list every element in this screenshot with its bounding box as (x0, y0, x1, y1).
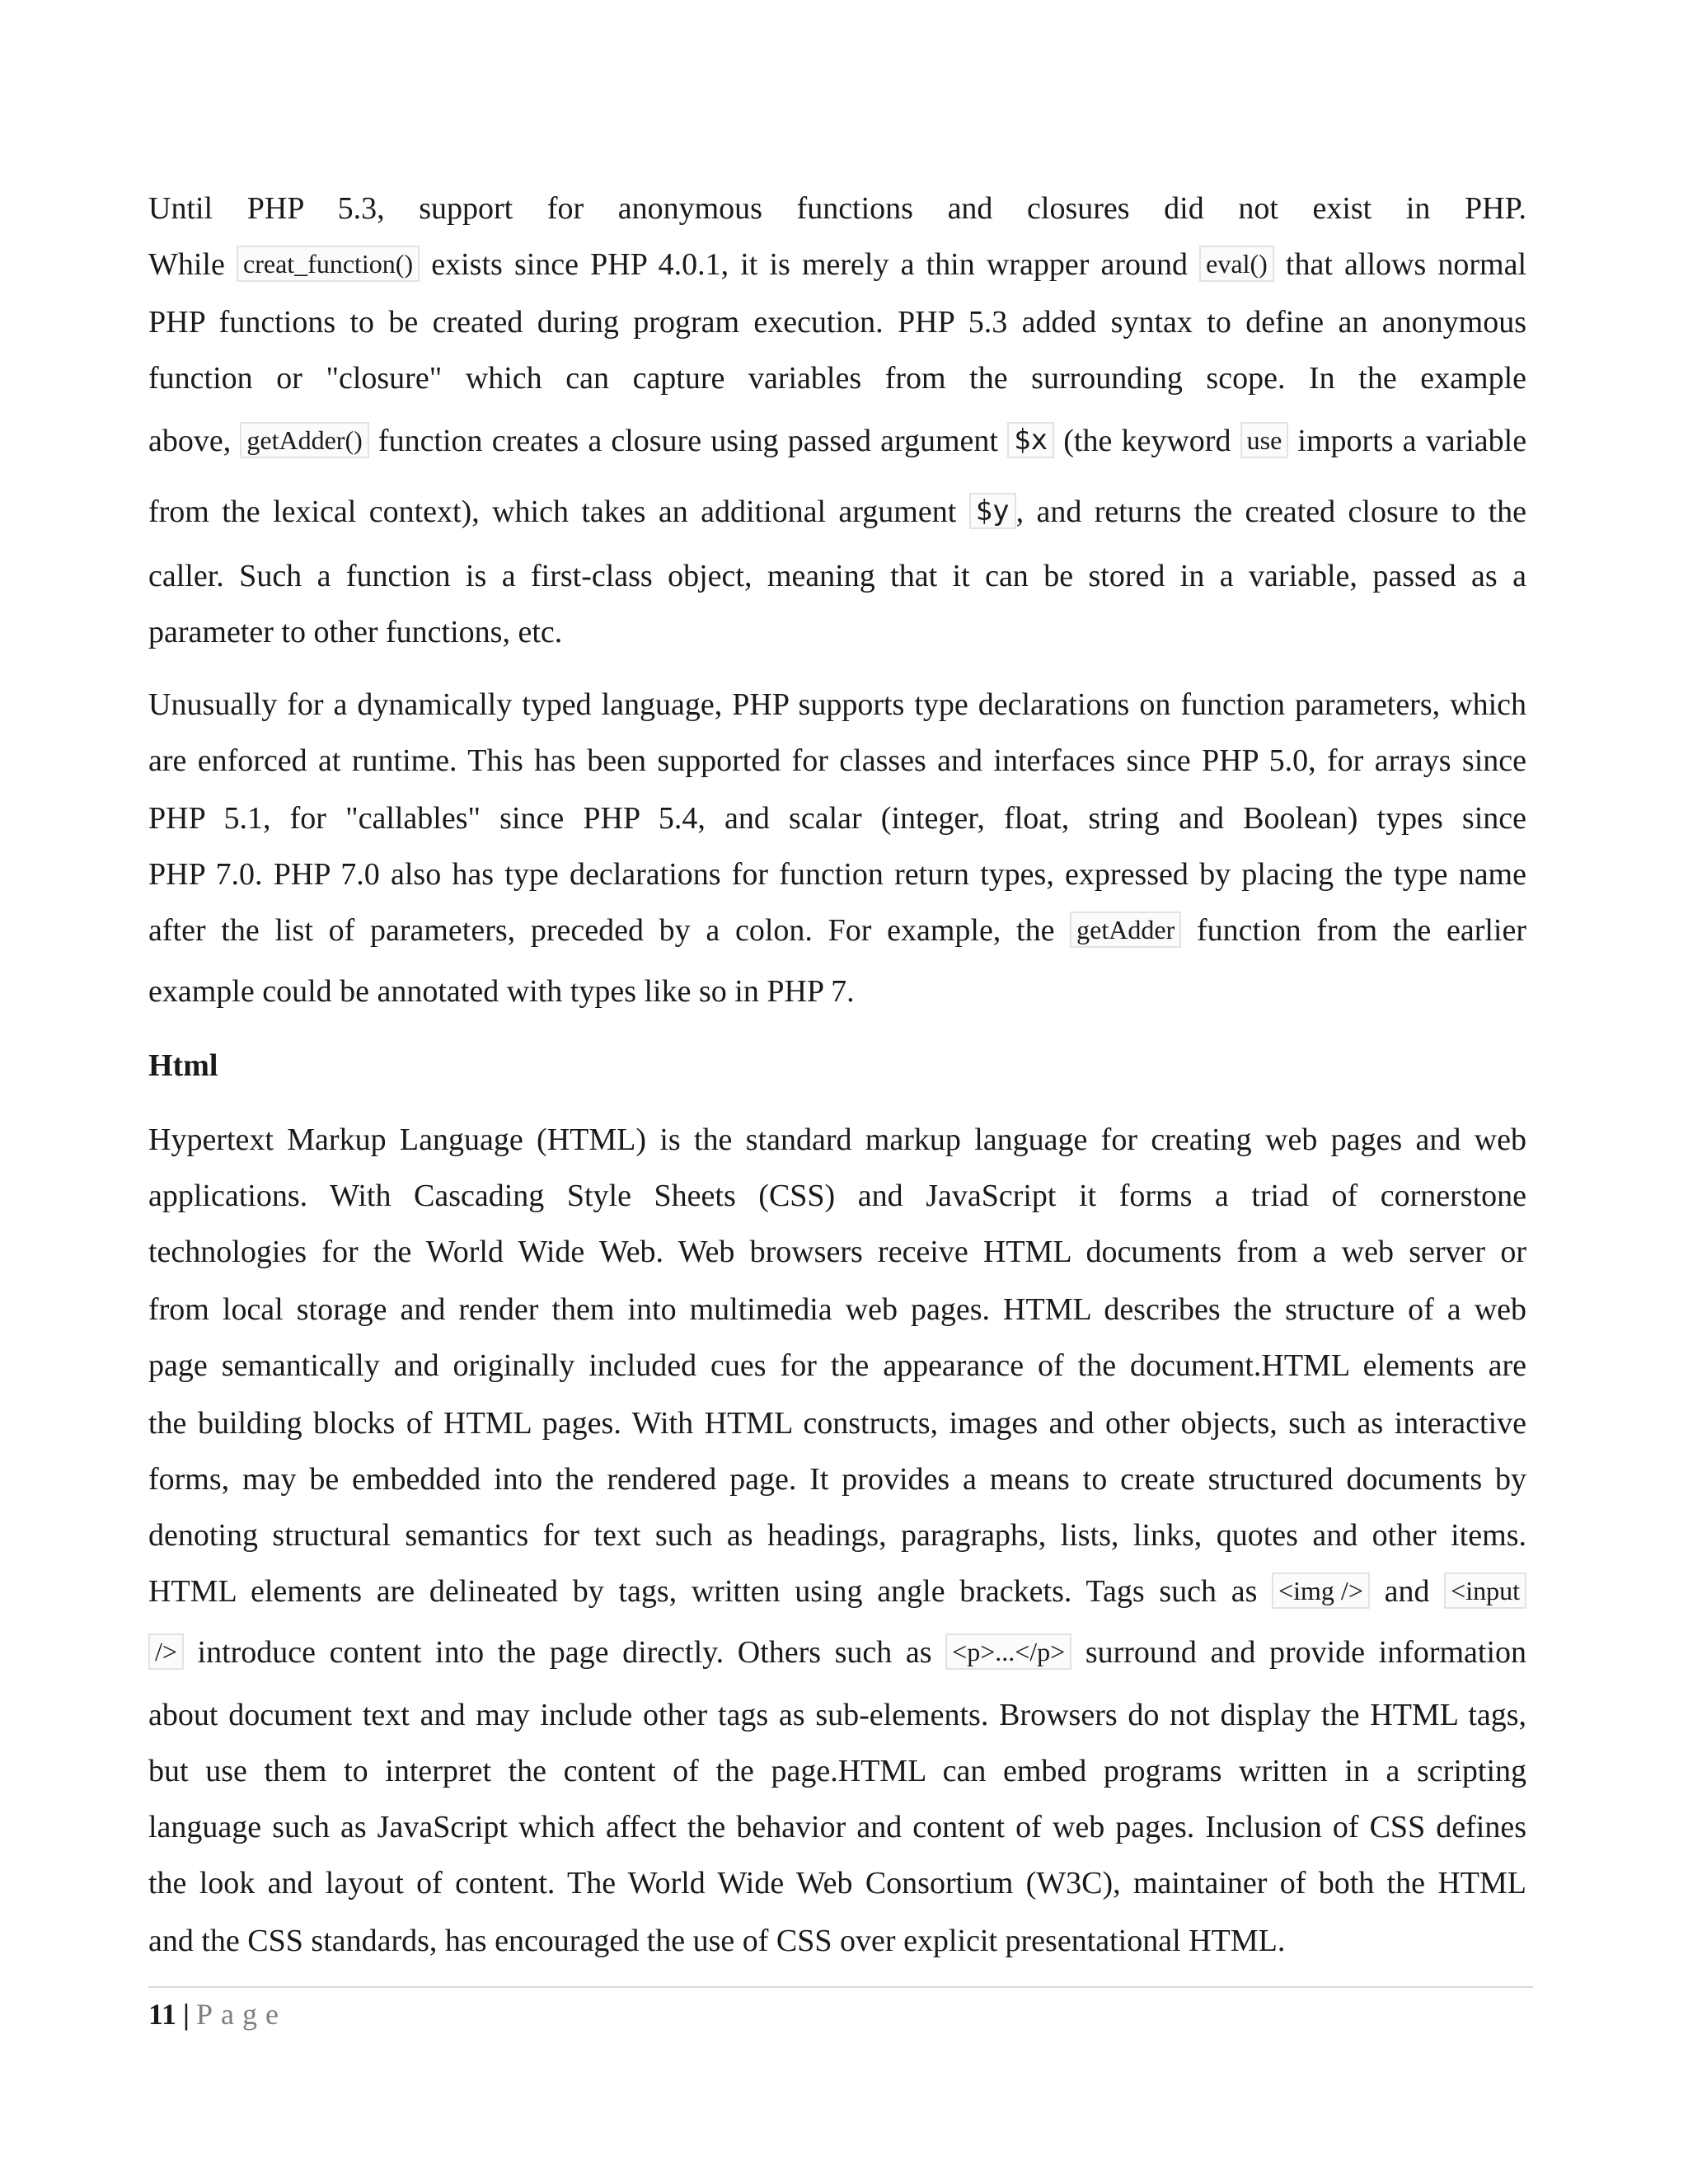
inline-code: <input (1444, 1572, 1526, 1609)
text-line: but use them to interpret the content of the page.HTML can embed programs written in a scripting (148, 1754, 1526, 1788)
text-line: the look and layout of content. The World Wide Web Consortium (W3C), maintainer of both the HTML (148, 1866, 1526, 1900)
page-label: Page (195, 1998, 287, 2031)
text-line: PHP functions to be created during program execution. PHP 5.3 added syntax to define an anonymous (148, 305, 1526, 340)
text-line: the building blocks of HTML pages. With HTML constructs, images and other objects, such as interactive (148, 1406, 1526, 1441)
text-line: page semantically and originally included cues for the appearance of the document.HTML elements are (148, 1348, 1526, 1383)
text-line: Until PHP 5.3, support for anonymous functions and closures did not exist in PHP. (148, 191, 1526, 226)
text-line: forms, may be embedded into the rendered page. It provides a means to create structured documents by (148, 1462, 1526, 1497)
text-line: Hypertext Markup Language (HTML) is the standard markup language for creating web pages and web (148, 1122, 1526, 1157)
text-span: above, (148, 424, 232, 458)
text-span: function from the earlier (1196, 913, 1527, 948)
inline-code: $x (1007, 422, 1054, 458)
text-span: function creates a closure using passed argument (377, 424, 998, 458)
text-line: PHP 7.0. PHP 7.0 also has type declarations for function return types, expressed by placing the type name (148, 857, 1526, 892)
inline-code: /> (148, 1633, 184, 1670)
text-line: language such as JavaScript which affect the behavior and content of web pages. Inclusion of CSS defines (148, 1810, 1526, 1844)
inline-code: <p>...</p> (945, 1633, 1071, 1670)
text-span: surround and provide information (1085, 1635, 1527, 1670)
footer-rule (148, 1986, 1533, 1988)
text-line: denoting structural semantics for text such as headings, paragraphs, lists, links, quotes and other items. (148, 1518, 1526, 1553)
text-line: from local storage and render them into multimedia web pages. HTML describes the structure of a web (148, 1292, 1526, 1327)
text-line (148, 422, 1526, 460)
inline-code: <img /> (1272, 1572, 1370, 1609)
text-span: (the keyword (1063, 424, 1231, 458)
text-line (148, 912, 1526, 949)
text-line: and the CSS standards, has encouraged the use of CSS over explicit presentational HTML. (148, 1924, 1286, 1958)
text-span: that allows normal (1285, 247, 1527, 282)
inline-code: use (1240, 422, 1289, 458)
text-line: caller. Such a function is a first-class object, meaning that it can be stored in a variable, passed as a (148, 559, 1526, 593)
text-line: example could be annotated with types like so in PHP 7. (148, 974, 855, 1009)
text-line: parameter to other functions, etc. (148, 615, 563, 649)
section-heading: Html (148, 1048, 218, 1083)
text-line: about document text and may include other tags as sub-elements. Browsers do not display the HTML tags, (148, 1698, 1526, 1732)
page-number: 11 (148, 1998, 177, 2031)
text-line: applications. With Cascading Style Sheets (CSS) and JavaScript it forms a triad of cornerstone (148, 1179, 1526, 1213)
text-span: and (1384, 1574, 1430, 1609)
page-footer (148, 1998, 287, 2031)
text-line (148, 1572, 1526, 1610)
text-line (148, 246, 1526, 284)
text-span: While (148, 247, 225, 282)
text-line (148, 1633, 1526, 1671)
inline-code: getAdder (1070, 912, 1181, 948)
text-span: after the list of parameters, preceded by a colon. For example, the (148, 913, 1055, 948)
inline-code: $y (969, 493, 1016, 529)
text-span: from the lexical context), which takes an additional argument (148, 494, 957, 529)
inline-code: creat_function() (237, 246, 420, 282)
inline-code: eval() (1199, 246, 1274, 282)
text-span: exists since PHP 4.0.1, it is merely a thin wrapper around (431, 247, 1189, 282)
text-line: Unusually for a dynamically typed language, PHP supports type declarations on function parameters, which (148, 687, 1526, 722)
text-line: are enforced at runtime. This has been supported for classes and interfaces since PHP 5.0, for arrays since (148, 743, 1526, 778)
text-span: introduce content into the page directly. Others such as (197, 1635, 932, 1670)
text-line: PHP 5.1, for "callables" since PHP 5.4, and scalar (integer, float, string and Boolean) types since (148, 801, 1526, 836)
text-span: , and returns the created closure to the (1015, 494, 1527, 529)
inline-code: getAdder() (240, 422, 368, 458)
footer-separator: | (183, 1998, 190, 2031)
text-span: imports a variable (1297, 424, 1527, 458)
text-line (148, 493, 1526, 531)
text-span: HTML elements are delineated by tags, written using angle brackets. Tags such as (148, 1574, 1258, 1609)
text-line: function or "closure" which can capture variables from the surrounding scope. In the example (148, 361, 1526, 396)
text-line: technologies for the World Wide Web. Web browsers receive HTML documents from a web server or (148, 1235, 1526, 1269)
